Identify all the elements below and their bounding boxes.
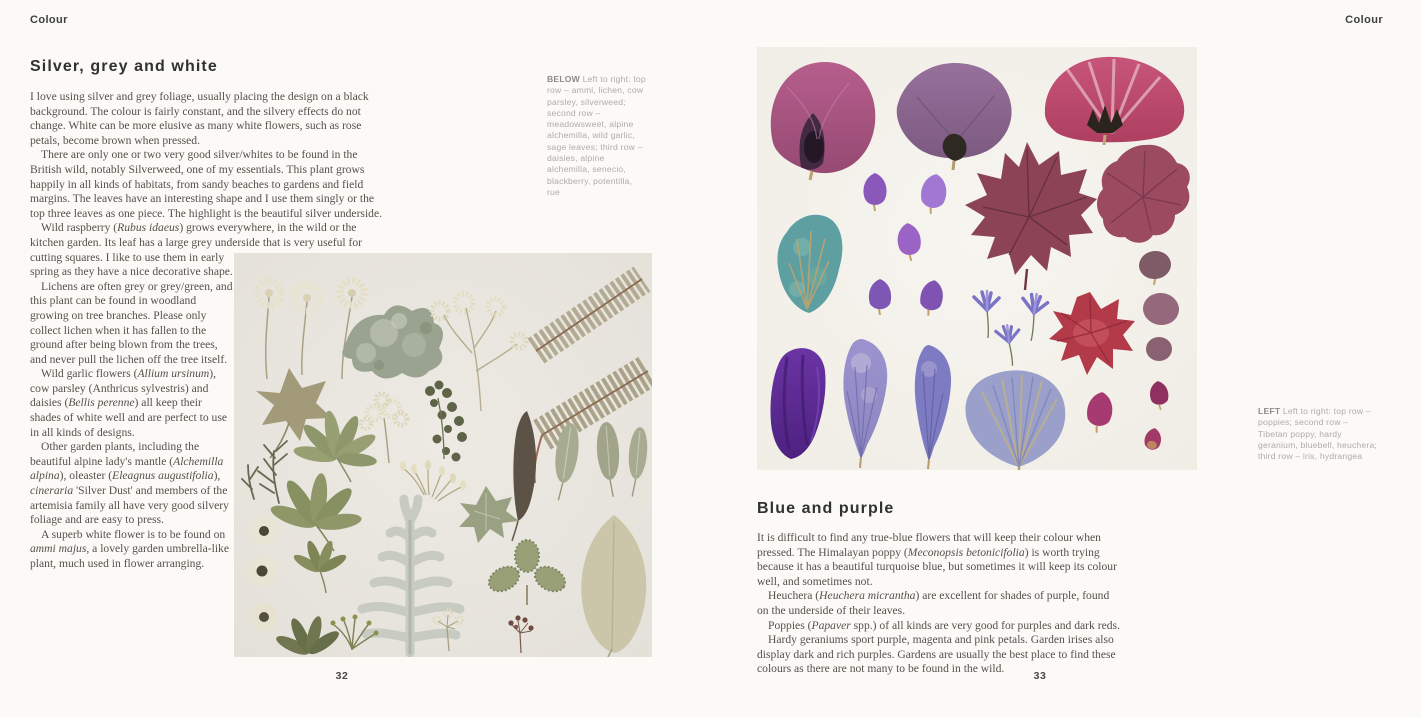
section-title-blue-and-purple: Blue and purple (757, 500, 895, 517)
paragraph: Poppies (Papaver spp.) of all kinds are very good for purples and dark reds. (768, 618, 1120, 632)
caption-label: LEFT (1258, 406, 1281, 416)
paragraph: Wild raspberry (Rubus idaeus) grows everywhere, in the wild or the kitchen garden. Its leaf has a large grey underside that is very useful for cutting squares. I like to use them in early spring as they have a nice decorative shape. (30, 221, 363, 279)
paragraph: Hardy geraniums sport purple, magenta and pink petals. Garden irises also display dark and rich purples. Gardens are usually the best place to find these colours as there are not many to be found in the wild. (757, 633, 1116, 676)
paragraph: Lichens are often grey or grey/green, and this plant can be found in woodland growing on tree branches. Please only collect lichen when it has fallen to the ground after being blown from the trees, and never pull the lichen off the tree itself. (30, 279, 233, 366)
page-number-33: 33 (1033, 670, 1047, 682)
paragraph: I love using silver and grey foliage, usually placing the design on a black background. The colour is fairly constant, and the silvery effects do not change. White can be more elusive as many white flowers, such as rose petals, become brown when pressed. (30, 90, 369, 147)
caption-below (547, 74, 647, 198)
caption-text: Left to right: top row – poppies; second row – Tibetan poppy, hardy geranium, bluebell, heuchera; third row – iris, hydrangea (1258, 406, 1378, 462)
paragraph: Wild garlic flowers (Allium ursinum), cow parsley (Anthricus sylvestris) and daisies (Bellis perenne) all keep their shades of white well and are perfect to use in all kinds of designs. (30, 367, 228, 439)
right-page-paragraphs (757, 531, 1123, 677)
figure-purple-specimens (757, 47, 1197, 470)
caption-text: Left to right: top row – ammi, lichen, cow parsley, silverweed; second row – meadowsweet, alpine alchemilla, wild garlic, sage leaves; third row – daisies, alpine alchemilla, senecio, blackberry, potentilla, rue (547, 74, 646, 197)
caption-left-of-figure (1258, 406, 1378, 462)
page-number-32: 32 (335, 670, 349, 682)
running-head-right: Colour (1345, 14, 1383, 26)
running-head-left: Colour (30, 14, 68, 26)
section-title-silver-grey-white: Silver, grey and white (30, 58, 218, 75)
paragraph: Heuchera (Heuchera micrantha) are excellent for shades of purple, found on the underside of their leaves. (757, 589, 1110, 617)
paragraph: It is difficult to find any true-blue flowers that will keep their colour when pressed. The Himalayan poppy (Meconopsis betonicifolia) is worth trying because it has a beautiful turquoise blue, but sometimes it will keep its colour well, and sometimes not. (757, 531, 1117, 588)
paragraph: There are only one or two very good silver/whites to be found in the British wild, notably Silverweed, one of my essentials. This plant grows happily in all kinds of habitats, from sandy beaches to gardens and field margins. The leaves have an interesting shape and I use them singly or the top three leaves as one piece. The highlight is the beautiful silver underside. (30, 148, 383, 220)
figure-silver-specimens (234, 253, 652, 657)
right-page-body (757, 531, 1123, 677)
pressed-silver-plants-photo (234, 253, 652, 657)
caption-label: BELOW (547, 74, 580, 84)
paragraph: A superb white flower is to be found on ammi majus, a lovely garden umbrella-like plant, much used in flower arranging. (30, 527, 229, 570)
paragraph: Other garden plants, including the beautiful alpine lady's mantle (Alchemilla alpina), oleaster (Eleagnus augustifolia), cineraria 'Silver Dust' and members of the artemisia family all have very good silvery foliage and are easy to press. (30, 440, 229, 527)
pressed-purple-flowers-photo (757, 47, 1197, 470)
daisies-specimen (251, 521, 274, 627)
